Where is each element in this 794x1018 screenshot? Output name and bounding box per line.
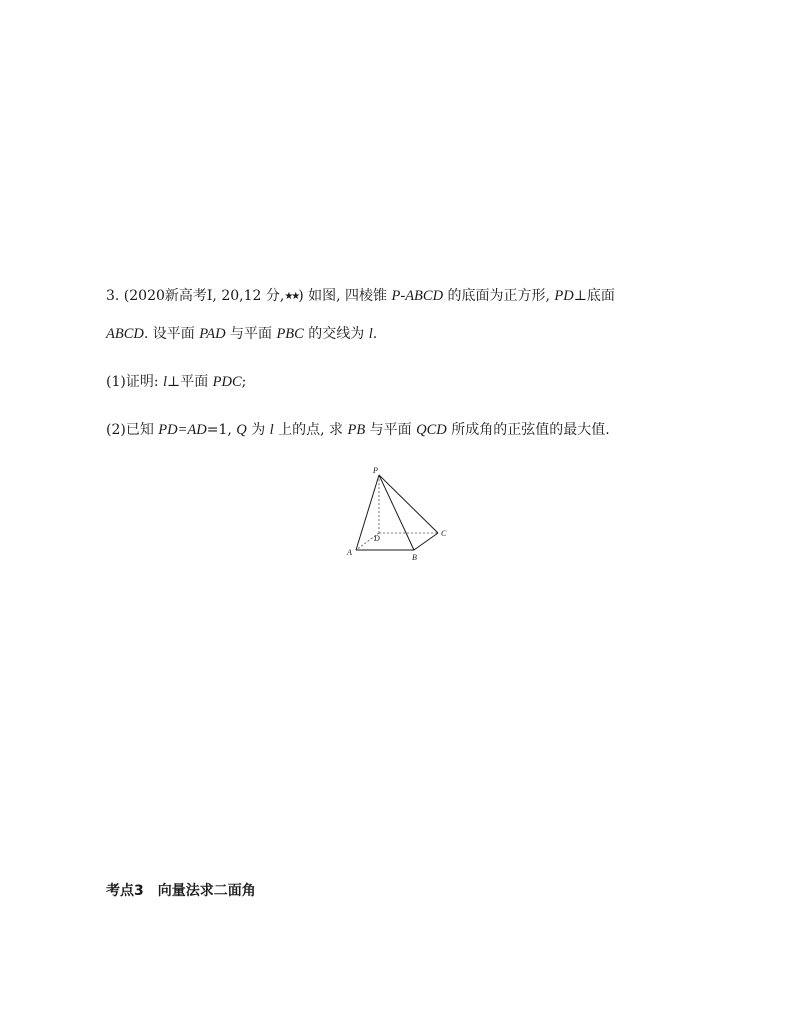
math-var: l <box>368 326 373 342</box>
math-var: P-ABCD <box>391 288 444 304</box>
math-var: PDC <box>212 374 242 390</box>
math-var: ABCD <box>106 326 144 342</box>
math-var: PAD <box>199 326 226 342</box>
edge-PB <box>379 475 414 550</box>
math-var: PD=AD <box>158 422 207 438</box>
edge-BC <box>414 533 438 550</box>
problem-part-2: (2)已知 PD=AD=1, Q 为 l 上的点, 求 PB 与平面 QCD 所成角的正弦值的最大值. <box>106 422 610 438</box>
problem-source: 3. (2020新高考Ⅰ, 20,12 分, <box>106 288 285 304</box>
problem-line-1: 3. (2020新高考Ⅰ, 20,12 分,★★) 如图, 四棱锥 P-ABCD 的底面为正方形, PD⊥底面 <box>106 288 615 304</box>
problem-part-1: (1)证明: l⊥平面 PDC; <box>106 374 247 390</box>
section-heading <box>106 882 256 900</box>
section-label: 考点3 <box>106 883 144 899</box>
math-var: Q <box>236 422 247 438</box>
vertex-label-C: C <box>441 529 447 538</box>
visible-edges <box>356 475 438 550</box>
section-title: 向量法求二面角 <box>157 883 256 899</box>
math-var: l <box>163 374 168 390</box>
vertex-label-A: A <box>347 548 352 557</box>
math-var: PB <box>347 422 366 438</box>
math-var: QCD <box>416 422 447 438</box>
vertex-label-D: D <box>374 534 380 543</box>
math-var: PBC <box>276 326 304 342</box>
edge-PC <box>379 475 438 533</box>
difficulty-stars: ★★ <box>284 291 299 302</box>
problem-line-2: ABCD. 设平面 PAD 与平面 PBC 的交线为 l. <box>106 326 378 342</box>
pyramid-figure <box>338 462 458 572</box>
vertex-label-B: B <box>412 553 417 562</box>
math-var: l <box>269 422 274 438</box>
vertex-label-P: P <box>373 466 378 475</box>
math-var: PD <box>554 288 574 304</box>
